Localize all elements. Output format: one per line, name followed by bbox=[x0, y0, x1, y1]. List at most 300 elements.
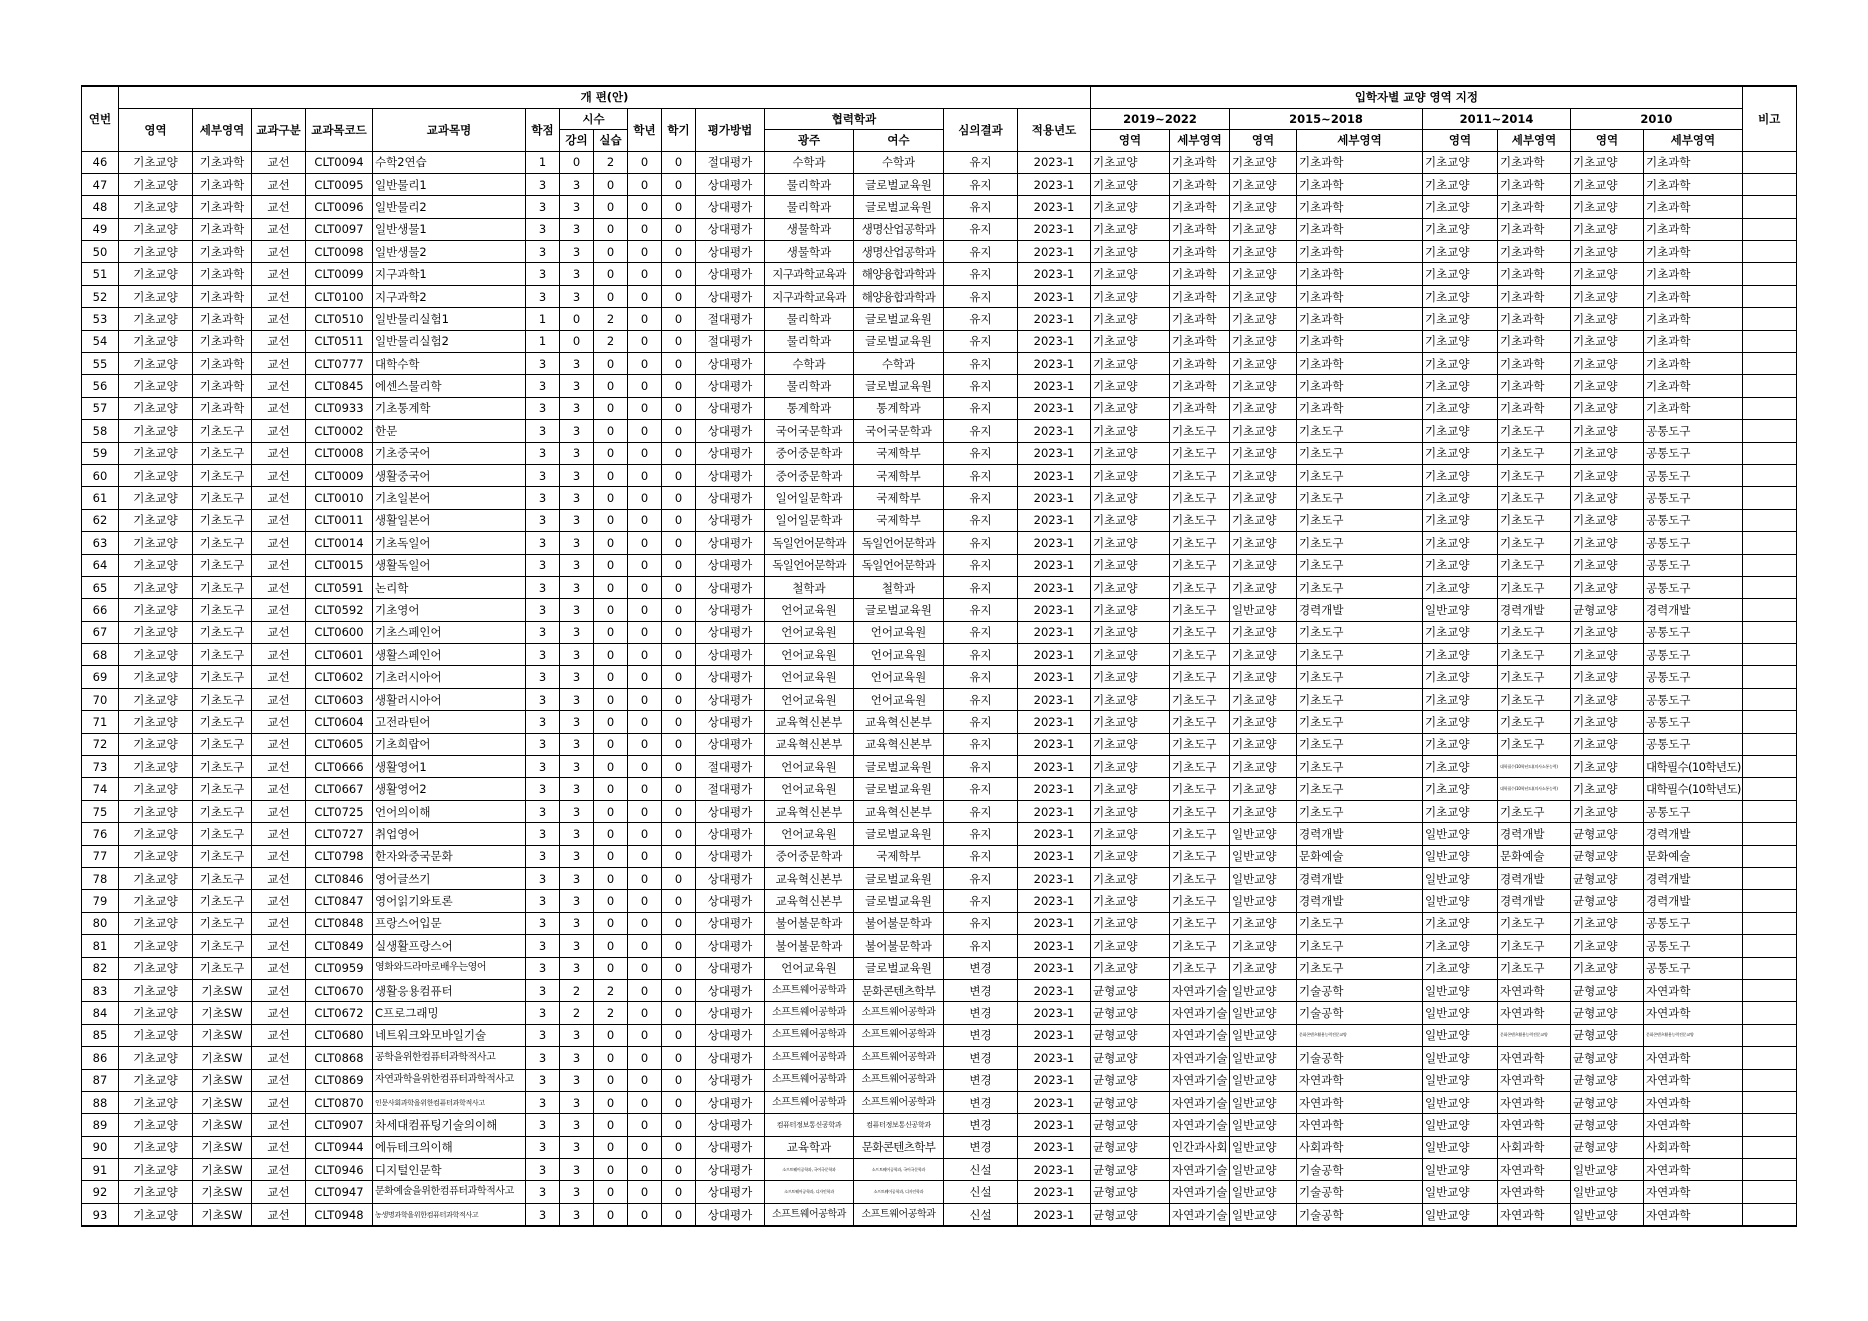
cell-p2-yeongyeok: 일반교양 bbox=[1230, 1114, 1297, 1136]
cell-hakgi: 0 bbox=[662, 1203, 696, 1226]
cell-haknyeon: 0 bbox=[628, 1047, 662, 1069]
cell-simui: 유지 bbox=[944, 151, 1018, 173]
cell-gyogwagubun: 교선 bbox=[252, 621, 306, 643]
cell-simui: 유지 bbox=[944, 845, 1018, 867]
cell-silseup: 0 bbox=[594, 599, 628, 621]
table-row bbox=[82, 173, 1797, 195]
cell-silseup: 0 bbox=[594, 666, 628, 688]
cell-bigo bbox=[1742, 151, 1796, 173]
cell-code: CLT0946 bbox=[306, 1159, 373, 1181]
cell-hakgi: 0 bbox=[662, 442, 696, 464]
cell-p3-yeongyeok: 기초교양 bbox=[1423, 285, 1498, 307]
cell-p2-sebu: 기초도구 bbox=[1297, 464, 1423, 486]
cell-p3-sebu: 기초도구 bbox=[1498, 420, 1571, 442]
cell-gyogwagubun: 교선 bbox=[252, 263, 306, 285]
col-header-ipjak: 입학자별 교양 영역 지정 bbox=[1091, 86, 1743, 108]
cell-p4-sebu: 기초과학 bbox=[1644, 285, 1743, 307]
cell-pyeongga: 상대평가 bbox=[696, 644, 765, 666]
cell-gangui: 3 bbox=[560, 509, 594, 531]
cell-p3-sebu: 자연과학 bbox=[1498, 1069, 1571, 1091]
cell-name: 농생명과학을위한컴퓨터과학적사고 bbox=[373, 1203, 526, 1226]
cell-p4-sebu: 공통도구 bbox=[1644, 800, 1743, 822]
cell-sebu: 기초과학 bbox=[193, 196, 252, 218]
cell-p1-sebu: 기초도구 bbox=[1170, 845, 1230, 867]
cell-p2-yeongyeok: 일반교양 bbox=[1230, 890, 1297, 912]
cell-p1-yeongyeok: 기초교양 bbox=[1091, 868, 1170, 890]
cell-p4-sebu: 기초과학 bbox=[1644, 173, 1743, 195]
cell-p3-sebu: 기초도구 bbox=[1498, 688, 1571, 710]
cell-bigo bbox=[1742, 733, 1796, 755]
cell-p1-sebu: 기초도구 bbox=[1170, 464, 1230, 486]
cell-p2-sebu: 기초과학 bbox=[1297, 241, 1423, 263]
cell-p3-sebu: 경력개발 bbox=[1498, 868, 1571, 890]
cell-sebu: 기초도구 bbox=[193, 644, 252, 666]
cell-p3-yeongyeok: 일반교양 bbox=[1423, 868, 1498, 890]
cell-p3-yeongyeok: 기초교양 bbox=[1423, 464, 1498, 486]
cell-name: 한자와중국문화 bbox=[373, 845, 526, 867]
cell-sebu: 기초도구 bbox=[193, 688, 252, 710]
cell-bigo bbox=[1742, 868, 1796, 890]
cell-gangui: 3 bbox=[560, 1024, 594, 1046]
cell-simui: 유지 bbox=[944, 285, 1018, 307]
cell-p3-sebu: 기초도구 bbox=[1498, 442, 1571, 464]
cell-silseup: 0 bbox=[594, 1159, 628, 1181]
cell-simui: 유지 bbox=[944, 711, 1018, 733]
cell-p1-yeongyeok: 균형교양 bbox=[1091, 979, 1170, 1001]
cell-yeonbeon: 81 bbox=[82, 935, 119, 957]
cell-p2-yeongyeok: 기초교양 bbox=[1230, 353, 1297, 375]
cell-p2-sebu: 자연과학 bbox=[1297, 1069, 1423, 1091]
cell-name: 기초중국어 bbox=[373, 442, 526, 464]
cell-bigo bbox=[1742, 375, 1796, 397]
cell-p2-sebu: 문화콘텐츠활용능력전문교양 bbox=[1297, 1024, 1423, 1046]
cell-haknyeon: 0 bbox=[628, 778, 662, 800]
cell-simui: 유지 bbox=[944, 532, 1018, 554]
cell-code: CLT0010 bbox=[306, 487, 373, 509]
cell-code: CLT0592 bbox=[306, 599, 373, 621]
cell-yeongyeok: 기초교양 bbox=[119, 756, 193, 778]
cell-p3-sebu: 기초도구 bbox=[1498, 509, 1571, 531]
cell-yeonbeon: 67 bbox=[82, 621, 119, 643]
cell-p2-sebu: 사회과학 bbox=[1297, 1136, 1423, 1158]
cell-gwangju: 중어중문학과 bbox=[765, 442, 854, 464]
cell-gwangju: 소프트웨어공학과 bbox=[765, 1024, 854, 1046]
cell-p4-yeongyeok: 기초교양 bbox=[1571, 464, 1644, 486]
cell-p2-sebu: 기술공학 bbox=[1297, 1047, 1423, 1069]
cell-jeogyong: 2023-1 bbox=[1018, 800, 1091, 822]
cell-yeonbeon: 91 bbox=[82, 1159, 119, 1181]
cell-p2-yeongyeok: 일반교양 bbox=[1230, 1136, 1297, 1158]
cell-p3-yeongyeok: 일반교양 bbox=[1423, 1203, 1498, 1226]
cell-hakgi: 0 bbox=[662, 957, 696, 979]
cell-p2-sebu: 기초도구 bbox=[1297, 778, 1423, 800]
cell-yeosu: 글로벌교육원 bbox=[854, 599, 944, 621]
cell-p4-yeongyeok: 균형교양 bbox=[1571, 845, 1644, 867]
cell-yeonbeon: 76 bbox=[82, 823, 119, 845]
cell-p1-yeongyeok: 기초교양 bbox=[1091, 845, 1170, 867]
cell-bigo bbox=[1742, 285, 1796, 307]
cell-pyeongga: 상대평가 bbox=[696, 1136, 765, 1158]
cell-jeogyong: 2023-1 bbox=[1018, 979, 1091, 1001]
cell-p1-yeongyeok: 균형교양 bbox=[1091, 1181, 1170, 1203]
cell-yeonbeon: 84 bbox=[82, 1002, 119, 1024]
cell-name: 취업영어 bbox=[373, 823, 526, 845]
cell-gwangju: 컴퓨터정보통신공학과 bbox=[765, 1114, 854, 1136]
cell-code: CLT0601 bbox=[306, 644, 373, 666]
cell-silseup: 0 bbox=[594, 554, 628, 576]
cell-p2-sebu: 기초도구 bbox=[1297, 666, 1423, 688]
cell-gyogwagubun: 교선 bbox=[252, 576, 306, 598]
cell-p2-sebu: 기초도구 bbox=[1297, 912, 1423, 934]
cell-p2-sebu: 기술공학 bbox=[1297, 1181, 1423, 1203]
cell-pyeongga: 상대평가 bbox=[696, 957, 765, 979]
cell-p2-sebu: 경력개발 bbox=[1297, 599, 1423, 621]
cell-code: CLT0849 bbox=[306, 935, 373, 957]
cell-jeogyong: 2023-1 bbox=[1018, 487, 1091, 509]
cell-sebu: 기초과학 bbox=[193, 308, 252, 330]
cell-hakgi: 0 bbox=[662, 1159, 696, 1181]
cell-pyeongga: 상대평가 bbox=[696, 196, 765, 218]
cell-bigo bbox=[1742, 666, 1796, 688]
cell-gangui: 3 bbox=[560, 733, 594, 755]
cell-yeonbeon: 63 bbox=[82, 532, 119, 554]
cell-p2-yeongyeok: 일반교양 bbox=[1230, 1181, 1297, 1203]
cell-p3-yeongyeok: 기초교양 bbox=[1423, 666, 1498, 688]
cell-p4-yeongyeok: 기초교양 bbox=[1571, 778, 1644, 800]
cell-p2-sebu: 기초과학 bbox=[1297, 218, 1423, 240]
cell-code: CLT0099 bbox=[306, 263, 373, 285]
cell-p2-yeongyeok: 기초교양 bbox=[1230, 711, 1297, 733]
cell-hakgi: 0 bbox=[662, 823, 696, 845]
cell-hakjeom: 3 bbox=[526, 800, 560, 822]
cell-p4-yeongyeok: 기초교양 bbox=[1571, 353, 1644, 375]
cell-haknyeon: 0 bbox=[628, 1136, 662, 1158]
cell-yeonbeon: 79 bbox=[82, 890, 119, 912]
cell-p4-sebu: 공통도구 bbox=[1644, 420, 1743, 442]
cell-yeonbeon: 90 bbox=[82, 1136, 119, 1158]
cell-silseup: 0 bbox=[594, 1136, 628, 1158]
cell-pyeongga: 상대평가 bbox=[696, 1203, 765, 1226]
cell-hakgi: 0 bbox=[662, 353, 696, 375]
cell-pyeongga: 상대평가 bbox=[696, 711, 765, 733]
cell-code: CLT0600 bbox=[306, 621, 373, 643]
cell-yeongyeok: 기초교양 bbox=[119, 464, 193, 486]
cell-p2-yeongyeok: 기초교양 bbox=[1230, 621, 1297, 643]
cell-p2-yeongyeok: 기초교양 bbox=[1230, 397, 1297, 419]
cell-code: CLT0015 bbox=[306, 554, 373, 576]
cell-p2-sebu: 기술공학 bbox=[1297, 979, 1423, 1001]
cell-simui: 유지 bbox=[944, 509, 1018, 531]
cell-gangui: 3 bbox=[560, 666, 594, 688]
cell-sebu: 기초SW bbox=[193, 1091, 252, 1113]
cell-jeogyong: 2023-1 bbox=[1018, 576, 1091, 598]
cell-simui: 유지 bbox=[944, 666, 1018, 688]
cell-simui: 변경 bbox=[944, 1136, 1018, 1158]
cell-bigo bbox=[1742, 420, 1796, 442]
col-header-p4-sebu: 세부영역 bbox=[1644, 130, 1743, 152]
cell-hakgi: 0 bbox=[662, 1091, 696, 1113]
cell-hakgi: 0 bbox=[662, 890, 696, 912]
cell-p1-yeongyeok: 기초교양 bbox=[1091, 308, 1170, 330]
cell-pyeongga: 상대평가 bbox=[696, 1159, 765, 1181]
cell-pyeongga: 상대평가 bbox=[696, 979, 765, 1001]
col-header-gwangju: 광주 bbox=[765, 130, 854, 152]
cell-p4-sebu: 문화콘텐츠활용능력전문교양 bbox=[1644, 1024, 1743, 1046]
cell-p3-yeongyeok: 기초교양 bbox=[1423, 733, 1498, 755]
table-row bbox=[82, 487, 1797, 509]
cell-p1-yeongyeok: 균형교양 bbox=[1091, 1002, 1170, 1024]
cell-gangui: 2 bbox=[560, 1002, 594, 1024]
cell-yeongyeok: 기초교양 bbox=[119, 576, 193, 598]
cell-jeogyong: 2023-1 bbox=[1018, 1069, 1091, 1091]
cell-gyogwagubun: 교선 bbox=[252, 688, 306, 710]
cell-pyeongga: 상대평가 bbox=[696, 241, 765, 263]
cell-bigo bbox=[1742, 823, 1796, 845]
cell-code: CLT0096 bbox=[306, 196, 373, 218]
cell-pyeongga: 상대평가 bbox=[696, 285, 765, 307]
cell-silseup: 2 bbox=[594, 1002, 628, 1024]
cell-p2-yeongyeok: 기초교양 bbox=[1230, 442, 1297, 464]
cell-gwangju: 일어일문학과 bbox=[765, 509, 854, 531]
cell-p1-yeongyeok: 기초교양 bbox=[1091, 464, 1170, 486]
cell-p4-sebu: 공통도구 bbox=[1644, 464, 1743, 486]
cell-name: 영어읽기와토론 bbox=[373, 890, 526, 912]
cell-gwangju: 독일언어문학과 bbox=[765, 554, 854, 576]
cell-p1-sebu: 기초도구 bbox=[1170, 800, 1230, 822]
cell-p2-yeongyeok: 일반교양 bbox=[1230, 1002, 1297, 1024]
cell-gwangju: 언어교육원 bbox=[765, 621, 854, 643]
cell-p3-yeongyeok: 일반교양 bbox=[1423, 890, 1498, 912]
cell-silseup: 2 bbox=[594, 151, 628, 173]
table-header bbox=[82, 86, 1797, 151]
cell-p1-sebu: 기초도구 bbox=[1170, 487, 1230, 509]
cell-yeonbeon: 77 bbox=[82, 845, 119, 867]
cell-sebu: 기초SW bbox=[193, 1114, 252, 1136]
cell-p4-sebu: 자연과학 bbox=[1644, 1047, 1743, 1069]
cell-yeonbeon: 54 bbox=[82, 330, 119, 352]
cell-gwangju: 소프트웨어공학과, 디자인학과 bbox=[765, 1181, 854, 1203]
cell-gyogwagubun: 교선 bbox=[252, 554, 306, 576]
table-row bbox=[82, 644, 1797, 666]
cell-name: 자연과학을위한컴퓨터과학적사고 bbox=[373, 1069, 526, 1091]
cell-jeogyong: 2023-1 bbox=[1018, 285, 1091, 307]
cell-p3-yeongyeok: 기초교양 bbox=[1423, 957, 1498, 979]
cell-gyogwagubun: 교선 bbox=[252, 1091, 306, 1113]
cell-simui: 신설 bbox=[944, 1203, 1018, 1226]
cell-code: CLT0100 bbox=[306, 285, 373, 307]
cell-p1-sebu: 자연과기술 bbox=[1170, 1091, 1230, 1113]
cell-p1-sebu: 자연과기술 bbox=[1170, 1002, 1230, 1024]
cell-gwangju: 소프트웨어공학과 bbox=[765, 1069, 854, 1091]
cell-bigo bbox=[1742, 353, 1796, 375]
curriculum-table bbox=[81, 85, 1797, 1227]
cell-p4-sebu: 자연과학 bbox=[1644, 1002, 1743, 1024]
cell-name: 고전라틴어 bbox=[373, 711, 526, 733]
cell-code: CLT0097 bbox=[306, 218, 373, 240]
cell-pyeongga: 절대평가 bbox=[696, 308, 765, 330]
cell-haknyeon: 0 bbox=[628, 196, 662, 218]
col-header-yeonbeon: 연번 bbox=[82, 86, 119, 151]
cell-silseup: 0 bbox=[594, 912, 628, 934]
cell-p1-yeongyeok: 균형교양 bbox=[1091, 1091, 1170, 1113]
cell-code: CLT0511 bbox=[306, 330, 373, 352]
table-body bbox=[82, 151, 1797, 1226]
cell-jeogyong: 2023-1 bbox=[1018, 173, 1091, 195]
cell-yeonbeon: 88 bbox=[82, 1091, 119, 1113]
cell-p3-sebu: 기초도구 bbox=[1498, 733, 1571, 755]
cell-haknyeon: 0 bbox=[628, 1203, 662, 1226]
cell-gyogwagubun: 교선 bbox=[252, 151, 306, 173]
cell-silseup: 0 bbox=[594, 464, 628, 486]
cell-p3-sebu: 기초도구 bbox=[1498, 487, 1571, 509]
cell-name: 언어의이해 bbox=[373, 800, 526, 822]
cell-yeosu: 국제학부 bbox=[854, 845, 944, 867]
cell-bigo bbox=[1742, 1114, 1796, 1136]
cell-haknyeon: 0 bbox=[628, 308, 662, 330]
cell-haknyeon: 0 bbox=[628, 442, 662, 464]
cell-yeosu: 소프트웨어공학과 bbox=[854, 1047, 944, 1069]
cell-yeonbeon: 58 bbox=[82, 420, 119, 442]
cell-p2-sebu: 기초과학 bbox=[1297, 196, 1423, 218]
cell-jeogyong: 2023-1 bbox=[1018, 756, 1091, 778]
cell-p3-sebu: 기초과학 bbox=[1498, 375, 1571, 397]
cell-p1-yeongyeok: 기초교양 bbox=[1091, 375, 1170, 397]
cell-p4-yeongyeok: 기초교양 bbox=[1571, 957, 1644, 979]
col-header-hakjeom: 학점 bbox=[526, 108, 560, 151]
cell-silseup: 0 bbox=[594, 1047, 628, 1069]
cell-p2-yeongyeok: 기초교양 bbox=[1230, 218, 1297, 240]
cell-hakgi: 0 bbox=[662, 397, 696, 419]
cell-yeosu: 글로벌교육원 bbox=[854, 823, 944, 845]
cell-name: 영화와드라마로배우는영어 bbox=[373, 957, 526, 979]
cell-yeongyeok: 기초교양 bbox=[119, 823, 193, 845]
cell-p2-yeongyeok: 기초교양 bbox=[1230, 375, 1297, 397]
cell-gangui: 3 bbox=[560, 1047, 594, 1069]
cell-yeosu: 언어교육원 bbox=[854, 688, 944, 710]
cell-pyeongga: 상대평가 bbox=[696, 576, 765, 598]
cell-pyeongga: 상대평가 bbox=[696, 420, 765, 442]
cell-p2-sebu: 자연과학 bbox=[1297, 1114, 1423, 1136]
cell-p2-yeongyeok: 일반교양 bbox=[1230, 868, 1297, 890]
cell-yeongyeok: 기초교양 bbox=[119, 935, 193, 957]
cell-p1-sebu: 기초과학 bbox=[1170, 173, 1230, 195]
cell-hakjeom: 3 bbox=[526, 196, 560, 218]
col-header-gangui: 강의 bbox=[560, 130, 594, 152]
cell-yeongyeok: 기초교양 bbox=[119, 442, 193, 464]
cell-simui: 유지 bbox=[944, 576, 1018, 598]
cell-gangui: 3 bbox=[560, 532, 594, 554]
cell-p2-sebu: 기초도구 bbox=[1297, 487, 1423, 509]
cell-name: 기초독일어 bbox=[373, 532, 526, 554]
cell-p3-yeongyeok: 일반교양 bbox=[1423, 979, 1498, 1001]
cell-bigo bbox=[1742, 330, 1796, 352]
cell-simui: 유지 bbox=[944, 621, 1018, 643]
cell-yeosu: 컴퓨터정보통신공학과 bbox=[854, 1114, 944, 1136]
cell-name: 생활스페인어 bbox=[373, 644, 526, 666]
cell-yeosu: 글로벌교육원 bbox=[854, 957, 944, 979]
cell-silseup: 0 bbox=[594, 756, 628, 778]
cell-pyeongga: 상대평가 bbox=[696, 487, 765, 509]
cell-silseup: 0 bbox=[594, 420, 628, 442]
cell-simui: 유지 bbox=[944, 890, 1018, 912]
cell-p2-yeongyeok: 기초교양 bbox=[1230, 420, 1297, 442]
cell-jeogyong: 2023-1 bbox=[1018, 241, 1091, 263]
cell-haknyeon: 0 bbox=[628, 353, 662, 375]
table-row bbox=[82, 1181, 1797, 1203]
cell-simui: 유지 bbox=[944, 308, 1018, 330]
cell-hakjeom: 3 bbox=[526, 688, 560, 710]
cell-p3-sebu: 자연과학 bbox=[1498, 1203, 1571, 1226]
table-row bbox=[82, 576, 1797, 598]
cell-name: 프랑스어입문 bbox=[373, 912, 526, 934]
cell-gyogwagubun: 교선 bbox=[252, 666, 306, 688]
cell-sebu: 기초도구 bbox=[193, 576, 252, 598]
cell-p4-sebu: 자연과학 bbox=[1644, 1091, 1743, 1113]
cell-p1-sebu: 기초도구 bbox=[1170, 420, 1230, 442]
cell-pyeongga: 상대평가 bbox=[696, 263, 765, 285]
cell-sebu: 기초과학 bbox=[193, 173, 252, 195]
cell-jeogyong: 2023-1 bbox=[1018, 890, 1091, 912]
table-row bbox=[82, 1069, 1797, 1091]
col-header-p2-sebu: 세부영역 bbox=[1297, 130, 1423, 152]
cell-p2-sebu: 기초도구 bbox=[1297, 420, 1423, 442]
cell-p4-sebu: 공통도구 bbox=[1644, 912, 1743, 934]
cell-hakgi: 0 bbox=[662, 1069, 696, 1091]
cell-code: CLT0933 bbox=[306, 397, 373, 419]
cell-gwangju: 생물학과 bbox=[765, 218, 854, 240]
cell-gyogwagubun: 교선 bbox=[252, 375, 306, 397]
cell-yeosu: 생명산업공학과 bbox=[854, 241, 944, 263]
cell-bigo bbox=[1742, 509, 1796, 531]
cell-code: CLT0011 bbox=[306, 509, 373, 531]
cell-simui: 유지 bbox=[944, 442, 1018, 464]
cell-pyeongga: 상대평가 bbox=[696, 823, 765, 845]
cell-code: CLT0959 bbox=[306, 957, 373, 979]
cell-jeogyong: 2023-1 bbox=[1018, 1047, 1091, 1069]
cell-hakjeom: 3 bbox=[526, 1091, 560, 1113]
cell-haknyeon: 0 bbox=[628, 218, 662, 240]
cell-haknyeon: 0 bbox=[628, 285, 662, 307]
cell-p3-sebu: 기초도구 bbox=[1498, 935, 1571, 957]
cell-p2-yeongyeok: 기초교양 bbox=[1230, 151, 1297, 173]
cell-silseup: 2 bbox=[594, 308, 628, 330]
cell-p4-sebu: 공통도구 bbox=[1644, 688, 1743, 710]
cell-gangui: 3 bbox=[560, 353, 594, 375]
cell-simui: 유지 bbox=[944, 487, 1018, 509]
cell-p3-yeongyeok: 기초교양 bbox=[1423, 173, 1498, 195]
cell-yeongyeok: 기초교양 bbox=[119, 912, 193, 934]
cell-pyeongga: 상대평가 bbox=[696, 532, 765, 554]
cell-hakjeom: 3 bbox=[526, 420, 560, 442]
cell-yeosu: 생명산업공학과 bbox=[854, 218, 944, 240]
cell-yeongyeok: 기초교양 bbox=[119, 688, 193, 710]
table-row bbox=[82, 1024, 1797, 1046]
cell-hakjeom: 3 bbox=[526, 868, 560, 890]
cell-p4-yeongyeok: 균형교양 bbox=[1571, 979, 1644, 1001]
cell-gangui: 2 bbox=[560, 979, 594, 1001]
cell-p2-yeongyeok: 일반교양 bbox=[1230, 979, 1297, 1001]
cell-yeongyeok: 기초교양 bbox=[119, 353, 193, 375]
col-header-hyeomnyeok: 협력학과 bbox=[765, 108, 944, 130]
cell-simui: 유지 bbox=[944, 935, 1018, 957]
col-header-gaepyeon: 개 편(안) bbox=[119, 86, 1091, 108]
cell-pyeongga: 상대평가 bbox=[696, 397, 765, 419]
cell-yeongyeok: 기초교양 bbox=[119, 151, 193, 173]
cell-p1-sebu: 기초도구 bbox=[1170, 778, 1230, 800]
col-header-p2-yeongyeok: 영역 bbox=[1230, 130, 1297, 152]
cell-p1-yeongyeok: 균형교양 bbox=[1091, 1203, 1170, 1226]
cell-silseup: 0 bbox=[594, 621, 628, 643]
